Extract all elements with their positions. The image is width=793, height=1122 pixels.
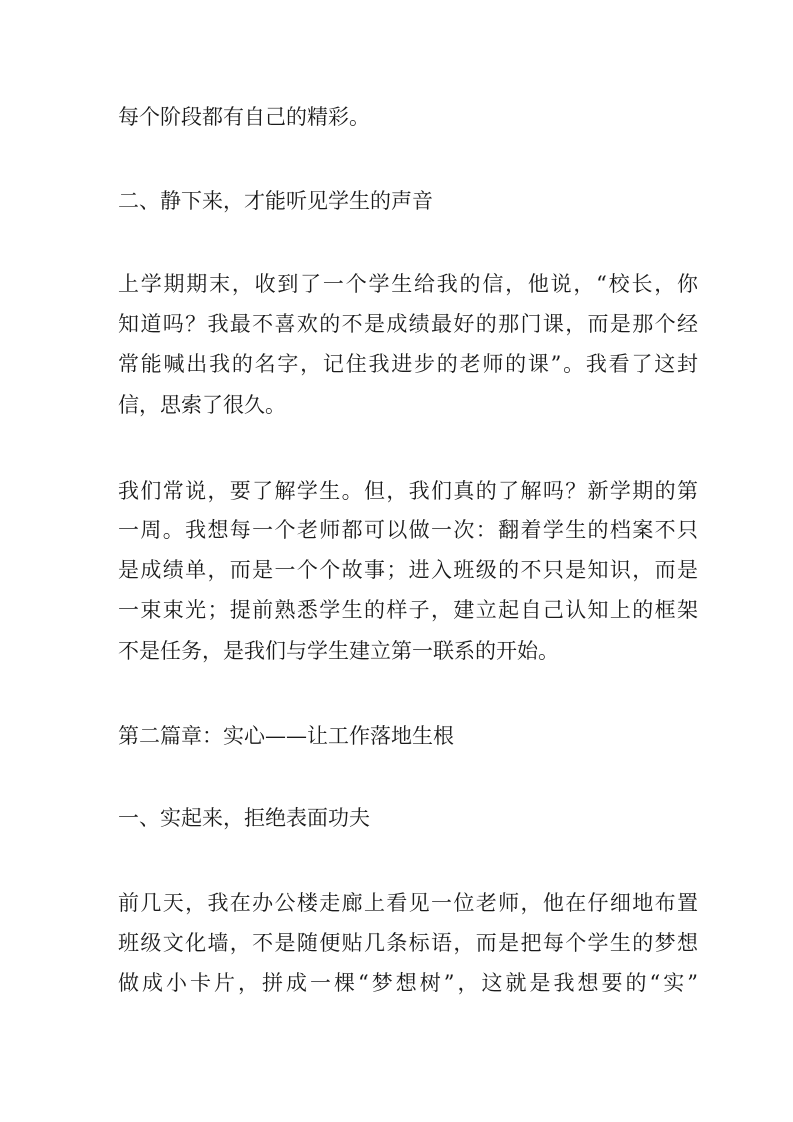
paragraph-line: 班级文化墙，不是随便贴几条标语，而是把每个学生的梦想: [118, 931, 698, 955]
chapter-heading: 第二篇章：实心——让工作落地生根: [118, 724, 454, 748]
paragraph-line: 信，思索了很久。: [118, 393, 286, 417]
paragraph-line: 是成绩单，而是一个个故事；进入班级的不只是知识，而是: [118, 558, 698, 582]
paragraph-line: 一周。我想每一个老师都可以做一次：翻着学生的档案不只: [118, 518, 698, 542]
paragraph-line: 前几天，我在办公楼走廊上看见一位老师，他在仔细地布置: [118, 891, 698, 915]
paragraph-line: 不是任务，是我们与学生建立第一联系的开始。: [118, 639, 559, 663]
section-heading: 二、静下来，才能听见学生的声音: [118, 189, 433, 213]
paragraph-line: 常能喊出我的名字，记住我进步的老师的课”。我看了这封: [118, 352, 698, 376]
paragraph-line: 我们常说，要了解学生。但，我们真的了解吗？新学期的第: [118, 479, 698, 503]
paragraph-line: 知道吗？我最不喜欢的不是成绩最好的那门课，而是那个经: [118, 312, 698, 336]
paragraph-line: 每个阶段都有自己的精彩。: [118, 105, 370, 129]
section-heading: 一、实起来，拒绝表面功夫: [118, 806, 370, 830]
paragraph-line: 做成小卡片，拼成一棵“梦想树”，这就是我想要的“实”: [118, 971, 698, 995]
paragraph-line: 上学期期末，收到了一个学生给我的信，他说，“校长，你: [118, 272, 698, 296]
paragraph-line: 一束束光；提前熟悉学生的样子，建立起自己认知上的框架: [118, 598, 698, 622]
